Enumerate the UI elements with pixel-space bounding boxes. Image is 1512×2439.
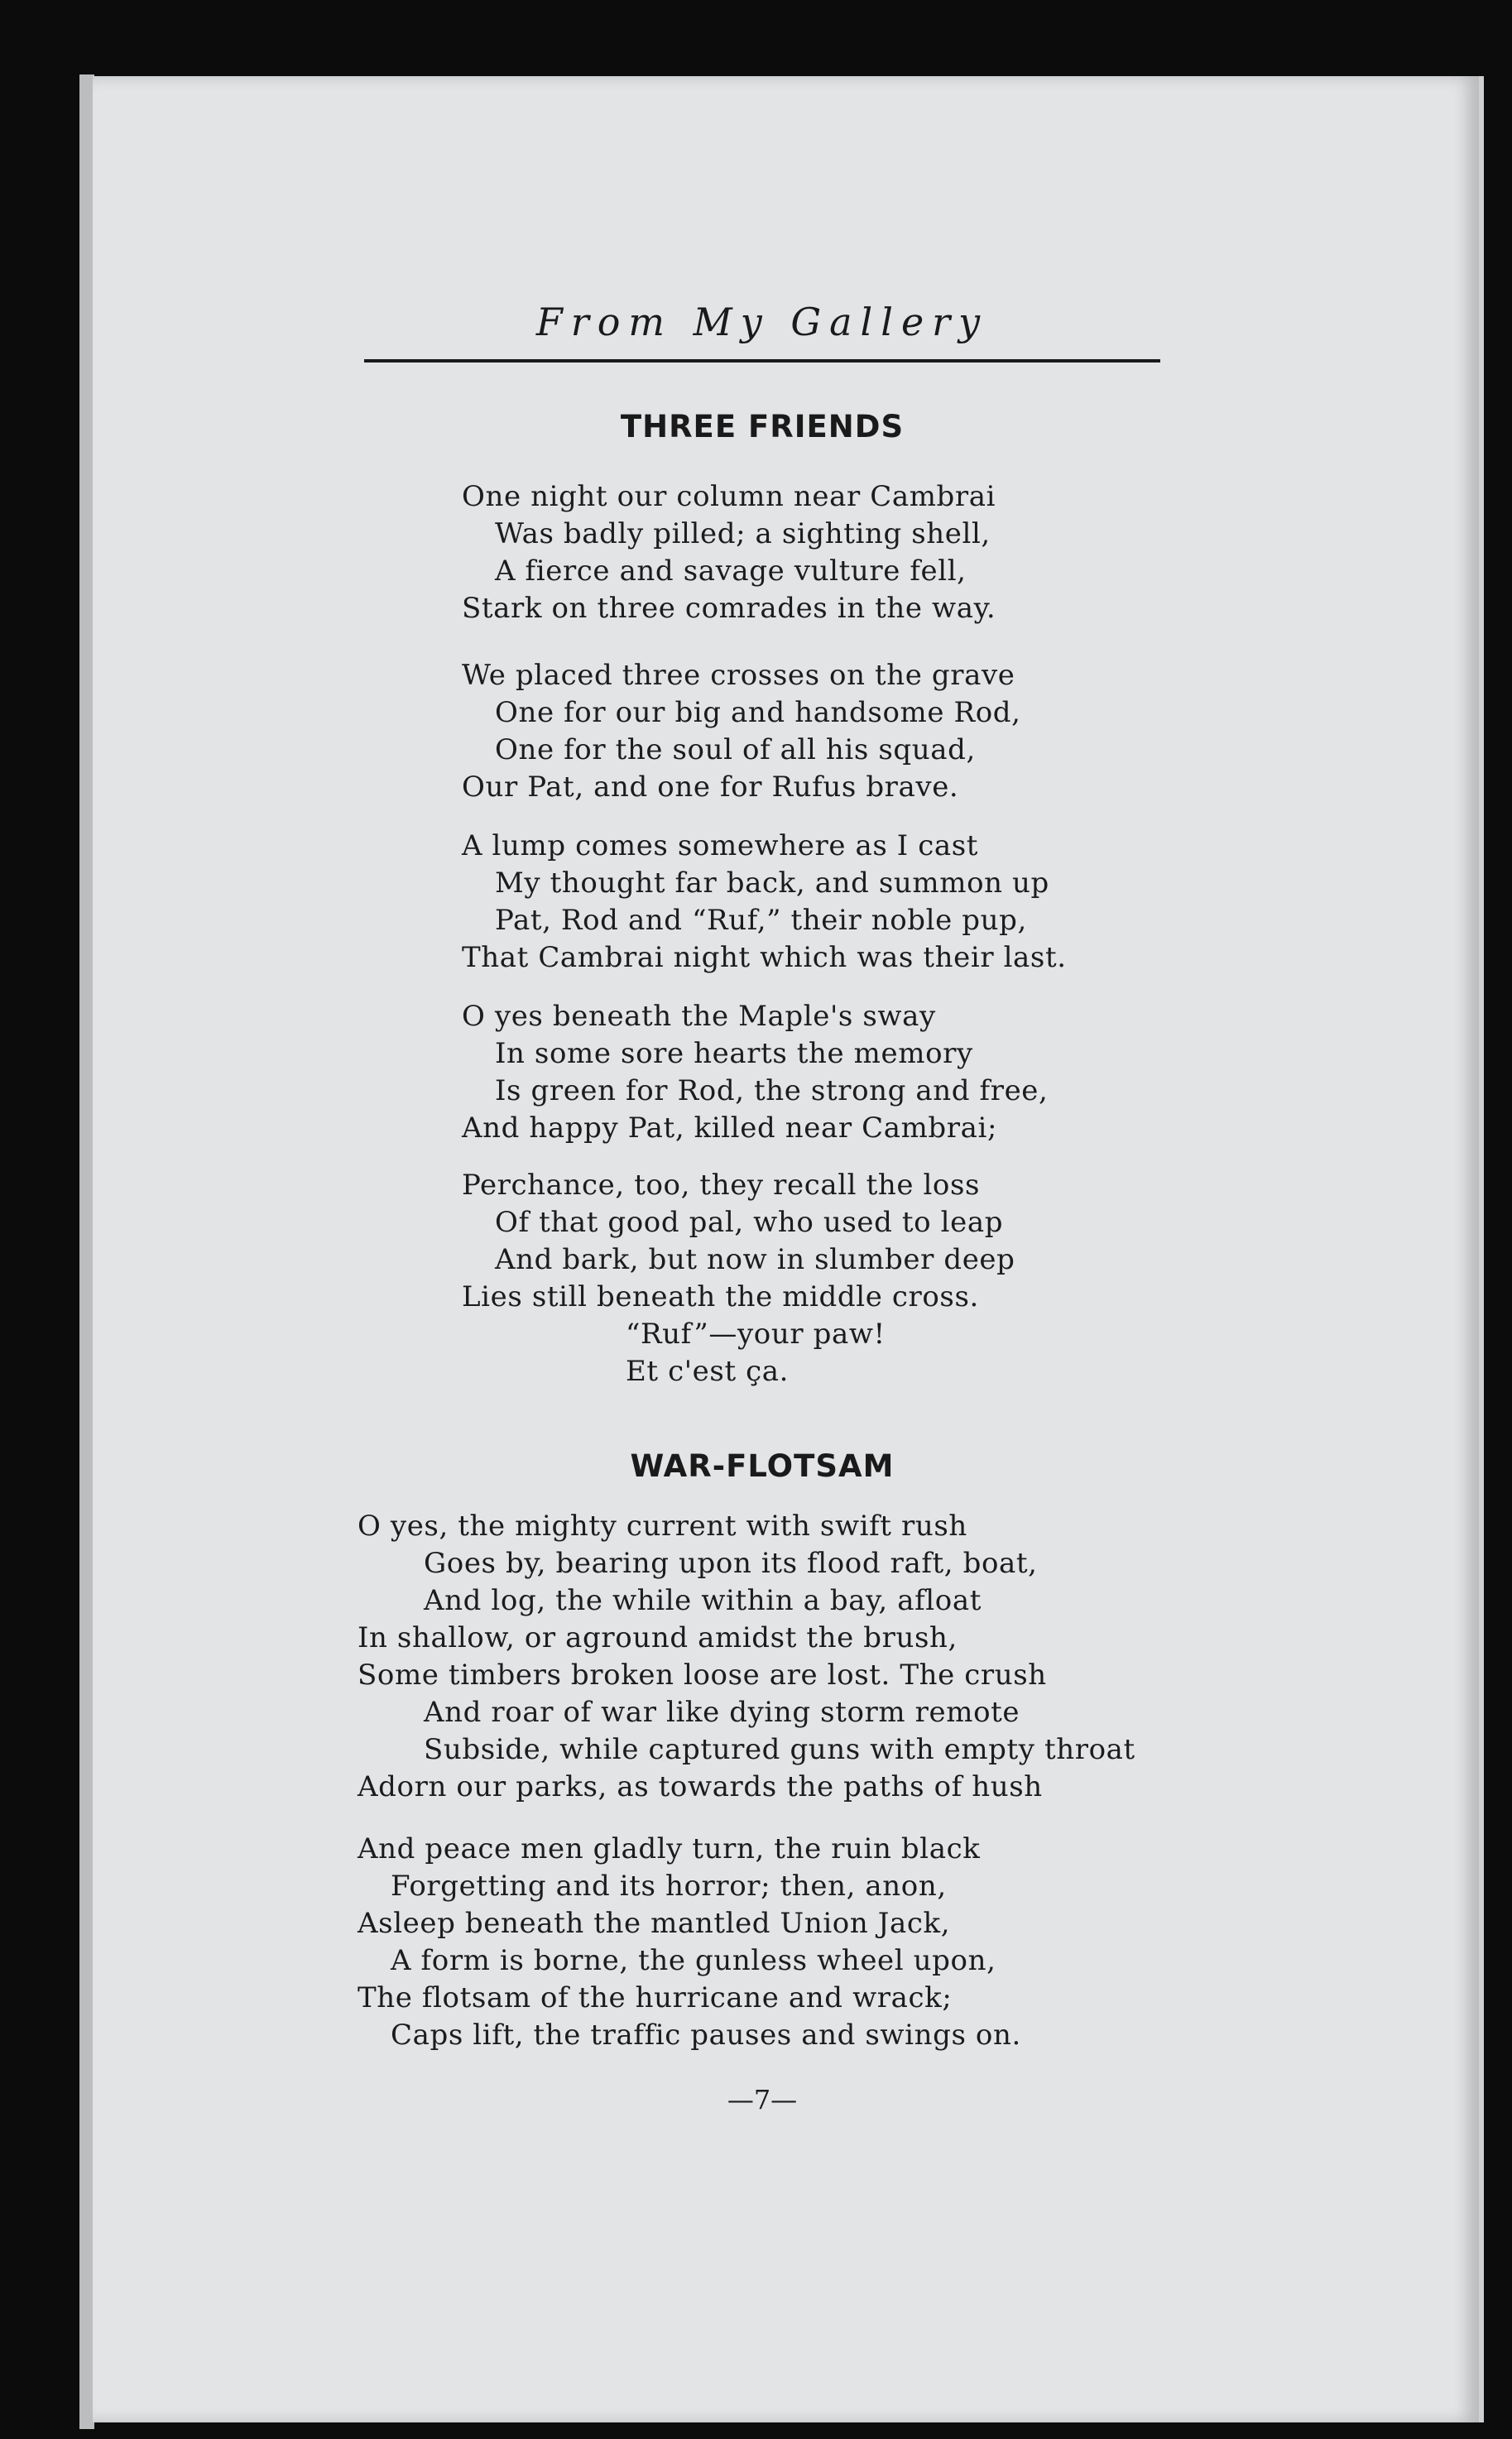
verse-line: Caps lift, the traffic pauses and swings on. [391,2019,1021,2052]
running-head-rule [364,359,1160,362]
poem2-stanza-1 [358,1508,1135,1806]
verse-line: One for our big and handsome Rod, [495,696,1021,729]
verse-line: Stark on three comrades in the way. [462,592,996,625]
poem1-stanza-3 [462,828,1067,977]
verse-line: And log, the while within a bay, afloat [424,1584,982,1617]
verse-line: My thought far back, and summon up [495,867,1049,900]
poem1-stanza-5 [462,1167,1015,1390]
verse-line: Adorn our parks, as towards the paths of hush [358,1770,1043,1803]
poem2-stanza-2 [358,1831,1021,2054]
verse-line: In some sore hearts the memory [495,1037,973,1070]
verse-line: Lies still beneath the middle cross. [462,1280,979,1313]
verse-line: Is green for Rod, the strong and free, [495,1074,1049,1107]
verse-line: Forgetting and its horror; then, anon, [391,1870,947,1903]
verse-line: Goes by, bearing upon its flood raft, boat, [424,1547,1038,1580]
page-number: —7— [727,2084,798,2115]
poem1-stanza-4 [462,998,1048,1147]
verse-line: Asleep beneath the mantled Union Jack, [358,1907,951,1940]
verse-line: Of that good pal, who used to leap [495,1206,1004,1239]
verse-line: Pat, Rod and “Ruf,” their noble pup, [495,904,1027,937]
poem-title-three-friends: THREE FRIENDS [620,409,905,444]
verse-line: Was badly pilled; a sighting shell, [495,517,991,550]
verse-line: That Cambrai night which was their last. [462,941,1067,974]
verse-line: And roar of war like dying storm remote [424,1696,1020,1729]
verse-line: And bark, but now in slumber deep [495,1243,1015,1276]
poem-title-war-flotsam: WAR-FLOTSAM [630,1448,895,1484]
poem1-stanza-1 [462,478,996,627]
verse-line: A lump comes somewhere as I cast [462,829,979,862]
verse-line: One night our column near Cambrai [462,480,996,513]
verse-line: We placed three crosses on the grave [462,659,1015,692]
verse-line: Perchance, too, they recall the loss [462,1169,981,1202]
verse-line: Some timbers broken loose are lost. The crush [358,1659,1047,1692]
verse-line: Our Pat, and one for Rufus brave. [462,771,959,804]
verse-line: A fierce and savage vulture fell, [495,555,967,588]
verse-coda-line: Et c'est ça. [626,1355,790,1388]
poem1-stanza-2 [462,657,1021,806]
verse-line: One for the soul of all his squad, [495,733,976,766]
verse-line: O yes, the mighty current with swift rush [358,1510,967,1543]
verse-line: Subside, while captured guns with empty throat [424,1733,1135,1766]
verse-line: And peace men gladly turn, the ruin black [358,1832,981,1865]
verse-line: A form is borne, the gunless wheel upon, [391,1944,996,1977]
verse-line: The flotsam of the hurricane and wrack; [358,1981,953,2014]
running-head: From My Gallery [535,300,989,344]
verse-line: And happy Pat, killed near Cambrai; [462,1111,998,1145]
verse-line: In shallow, or aground amidst the brush, [358,1621,958,1654]
verse-line: O yes beneath the Maple's sway [462,1000,936,1033]
verse-coda-line: “Ruf”—your paw! [626,1318,886,1351]
